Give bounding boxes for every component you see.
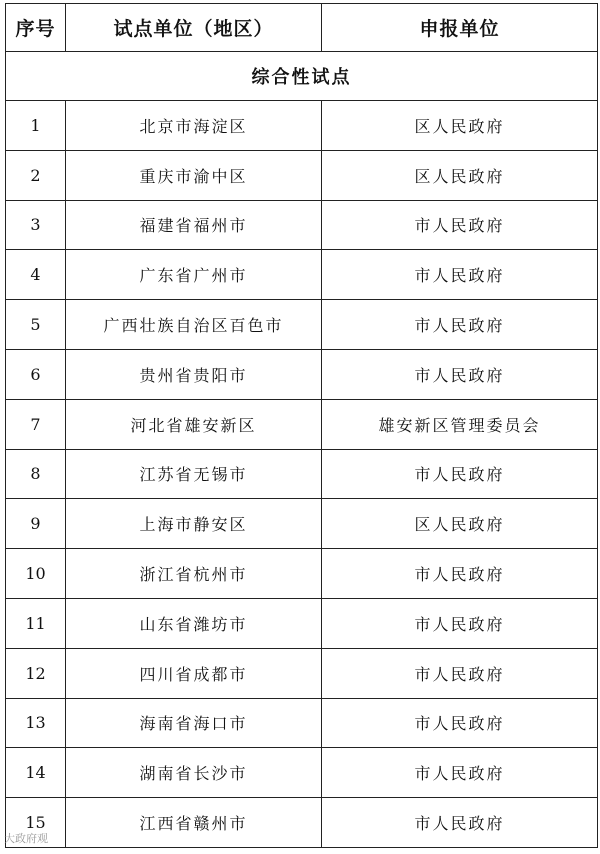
row-pilot-unit: 福建省福州市 — [66, 200, 322, 250]
row-serial: 14 — [6, 748, 66, 798]
row-serial: 1 — [6, 101, 66, 151]
row-serial: 3 — [6, 200, 66, 250]
row-pilot-unit: 上海市静安区 — [66, 499, 322, 549]
row-pilot-unit: 湖南省长沙市 — [66, 748, 322, 798]
row-pilot-unit: 山东省潍坊市 — [66, 598, 322, 648]
row-applicant: 市人民政府 — [322, 698, 598, 748]
row-pilot-unit: 重庆市渝中区 — [66, 150, 322, 200]
row-serial: 8 — [6, 449, 66, 499]
row-serial: 5 — [6, 300, 66, 350]
watermark-text: 大政府观 — [4, 832, 48, 845]
row-serial: 10 — [6, 549, 66, 599]
header-serial: 序号 — [6, 4, 66, 52]
row-pilot-unit: 河北省雄安新区 — [66, 399, 322, 449]
row-serial: 4 — [6, 250, 66, 300]
row-pilot-unit: 江苏省无锡市 — [66, 449, 322, 499]
row-serial: 7 — [6, 399, 66, 449]
table-row — [6, 101, 598, 151]
row-pilot-unit: 广东省广州市 — [66, 250, 322, 300]
row-applicant: 市人民政府 — [322, 549, 598, 599]
table-row — [6, 798, 598, 848]
row-applicant: 市人民政府 — [322, 449, 598, 499]
table-row — [6, 499, 598, 549]
row-applicant: 市人民政府 — [322, 598, 598, 648]
header-applicant: 申报单位 — [322, 4, 598, 52]
row-pilot-unit: 北京市海淀区 — [66, 101, 322, 151]
table-row — [6, 300, 598, 350]
row-serial: 11 — [6, 598, 66, 648]
section-row — [6, 52, 598, 101]
row-serial: 15 — [6, 798, 66, 848]
table-row — [6, 549, 598, 599]
row-pilot-unit: 浙江省杭州市 — [66, 549, 322, 599]
row-applicant: 雄安新区管理委员会 — [322, 399, 598, 449]
row-applicant: 市人民政府 — [322, 300, 598, 350]
row-pilot-unit: 贵州省贵阳市 — [66, 349, 322, 399]
row-applicant: 区人民政府 — [322, 101, 598, 151]
table-row — [6, 200, 598, 250]
table-row — [6, 349, 598, 399]
table-row — [6, 598, 598, 648]
table-row — [6, 698, 598, 748]
row-serial: 13 — [6, 698, 66, 748]
row-applicant: 市人民政府 — [322, 748, 598, 798]
header-pilot-unit: 试点单位（地区） — [66, 4, 322, 52]
row-serial: 12 — [6, 648, 66, 698]
row-serial: 2 — [6, 150, 66, 200]
row-applicant: 市人民政府 — [322, 250, 598, 300]
pilot-units-table — [5, 3, 598, 848]
row-applicant: 区人民政府 — [322, 150, 598, 200]
row-pilot-unit: 广西壮族自治区百色市 — [66, 300, 322, 350]
row-applicant: 市人民政府 — [322, 648, 598, 698]
table-row — [6, 449, 598, 499]
section-title: 综合性试点 — [6, 52, 598, 101]
row-pilot-unit: 海南省海口市 — [66, 698, 322, 748]
table-row — [6, 150, 598, 200]
table-header-row — [6, 4, 598, 52]
row-applicant: 区人民政府 — [322, 499, 598, 549]
row-applicant: 市人民政府 — [322, 349, 598, 399]
table-row — [6, 748, 598, 798]
row-serial: 6 — [6, 349, 66, 399]
table-row — [6, 648, 598, 698]
row-serial: 9 — [6, 499, 66, 549]
table-row — [6, 250, 598, 300]
row-pilot-unit: 江西省赣州市 — [66, 798, 322, 848]
table-row — [6, 399, 598, 449]
row-pilot-unit: 四川省成都市 — [66, 648, 322, 698]
row-applicant: 市人民政府 — [322, 798, 598, 848]
row-applicant: 市人民政府 — [322, 200, 598, 250]
